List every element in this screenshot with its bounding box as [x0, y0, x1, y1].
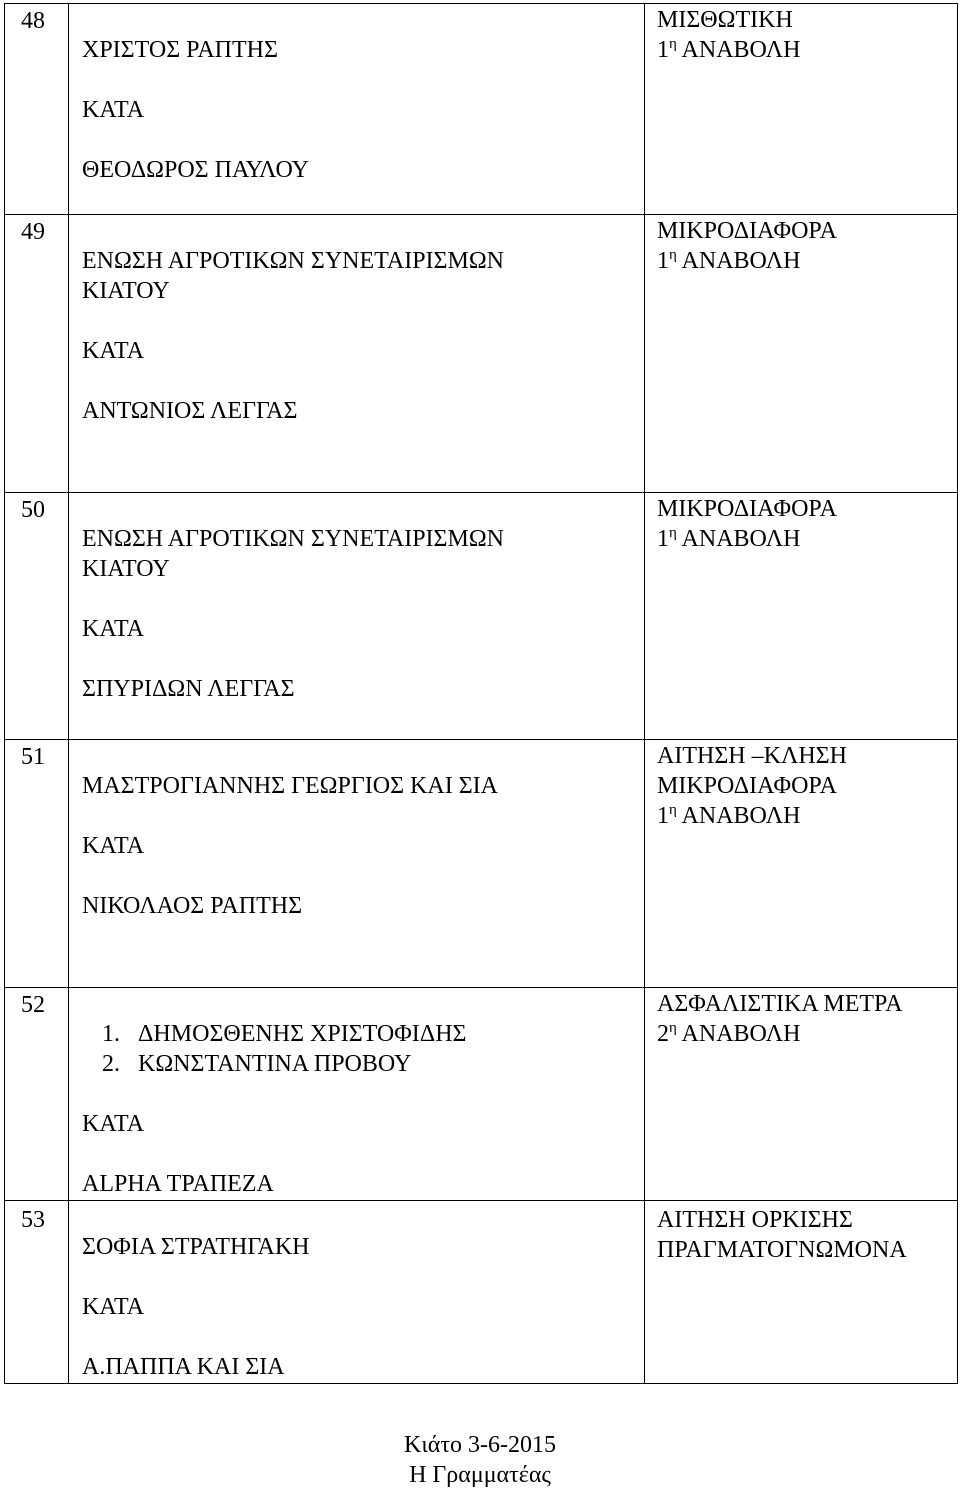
- postponement: $1^\eta$ ΑΝΑΒΟΛΗ: [657, 802, 801, 829]
- case-status: [645, 215, 958, 493]
- defendant: ΣΠΥΡΙΔΩΝ ΛΕΓΓΑΣ: [82, 676, 295, 702]
- case-status: [645, 988, 958, 1201]
- case-type: ΜΙΣΘΩΤΙΚΗ: [657, 7, 793, 33]
- signatory: Η Γραμματέας: [409, 1462, 551, 1488]
- plaintiff: ΕΝΩΣΗ ΑΓΡΟΤΙΚΩΝ ΣΥΝΕΤΑΙΡΙΣΜΩΝ: [82, 526, 505, 552]
- case-type: ΜΙΚΡΟΔΙΑΦΟΡΑ: [657, 496, 837, 522]
- cases-table: [4, 3, 958, 1384]
- case-row-48: [5, 4, 958, 215]
- case-number: 52: [5, 988, 69, 1201]
- against-label: ΚΑΤΑ: [82, 1294, 145, 1320]
- against-label: ΚΑΤΑ: [82, 833, 145, 859]
- case-parties: [69, 4, 645, 215]
- postponement: $1^\eta$ ΑΝΑΒΟΛΗ: [657, 247, 801, 274]
- request-type: ΑΙΤΗΣΗ –ΚΛΗΣΗ: [657, 743, 847, 769]
- plaintiff-location: ΚΙΑΤΟΥ: [82, 556, 170, 582]
- against-label: ΚΑΤΑ: [82, 616, 145, 642]
- plaintiff: ΜΑΣΤΡΟΓΙΑΝΝΗΣ ΓΕΩΡΓΙΟΣ ΚΑΙ ΣΙΑ: [82, 773, 498, 799]
- case-status: [645, 4, 958, 215]
- case-number: 50: [5, 493, 69, 740]
- plaintiff: 1. ΔΗΜΟΣΘΕΝΗΣ ΧΡΙΣΤΟΦΙΔΗΣ: [126, 1019, 644, 1049]
- request-type: ΑΙΤΗΣΗ ΟΡΚΙΣΗΣ: [657, 1207, 853, 1233]
- defendant: ΝΙΚΟΛΑΟΣ ΡΑΠΤΗΣ: [82, 893, 303, 919]
- case-type: ΜΙΚΡΟΔΙΑΦΟΡΑ: [657, 773, 837, 799]
- plaintiff-location: ΚΙΑΤΟΥ: [82, 278, 170, 304]
- case-type: ΑΣΦΑΛΙΣΤΙΚΑ ΜΕΤΡΑ: [657, 991, 903, 1017]
- defendant: ΑΝΤΩΝΙΟΣ ΛΕΓΓΑΣ: [82, 398, 298, 424]
- case-number: 53: [5, 1201, 69, 1384]
- defendant: ALPHA ΤΡΑΠΕΖΑ: [82, 1171, 274, 1197]
- plaintiff: ΣΟΦΙΑ ΣΤΡΑΤΗΓΑΚΗ: [82, 1234, 310, 1260]
- postponement: $2^\eta$ ΑΝΑΒΟΛΗ: [657, 1020, 801, 1047]
- case-number: 49: [5, 215, 69, 493]
- case-status: [645, 493, 958, 740]
- case-number: 48: [5, 4, 69, 215]
- case-parties: [69, 1201, 645, 1384]
- plaintiffs-list: [82, 1019, 644, 1079]
- case-row-52: [5, 988, 958, 1201]
- case-type: ΜΙΚΡΟΔΙΑΦΟΡΑ: [657, 218, 837, 244]
- against-label: ΚΑΤΑ: [82, 97, 145, 123]
- postponement: $1^\eta$ ΑΝΑΒΟΛΗ: [657, 525, 801, 552]
- postponement: $1^\eta$ ΑΝΑΒΟΛΗ: [657, 36, 801, 63]
- case-row-53: [5, 1201, 958, 1384]
- case-parties: [69, 493, 645, 740]
- against-label: ΚΑΤΑ: [82, 1111, 145, 1137]
- against-label: ΚΑΤΑ: [82, 338, 145, 364]
- case-parties: [69, 740, 645, 988]
- case-row-51: [5, 740, 958, 988]
- place-date: Κιάτο 3-6-2015: [404, 1432, 556, 1458]
- plaintiff: 2. ΚΩΝΣΤΑΝΤΙΝΑ ΠΡΟΒΟΥ: [126, 1049, 644, 1079]
- case-number: 51: [5, 740, 69, 988]
- plaintiff: ΧΡΙΣΤΟΣ ΡΑΠΤΗΣ: [82, 37, 278, 63]
- case-status: [645, 740, 958, 988]
- defendant: Α.ΠΑΠΠΑ ΚΑΙ ΣΙΑ: [82, 1354, 285, 1380]
- case-row-49: [5, 215, 958, 493]
- case-parties: [69, 215, 645, 493]
- case-row-50: [5, 493, 958, 740]
- defendant: ΘΕΟΔΩΡΟΣ ΠΑΥΛΟΥ: [82, 157, 309, 183]
- plaintiff: ΕΝΩΣΗ ΑΓΡΟΤΙΚΩΝ ΣΥΝΕΤΑΙΡΙΣΜΩΝ: [82, 248, 505, 274]
- request-subject: ΠΡΑΓΜΑΤΟΓΝΩΜΟΝΑ: [657, 1237, 907, 1263]
- case-status: [645, 1201, 958, 1384]
- signature-block: [0, 1430, 960, 1490]
- case-parties: [69, 988, 645, 1201]
